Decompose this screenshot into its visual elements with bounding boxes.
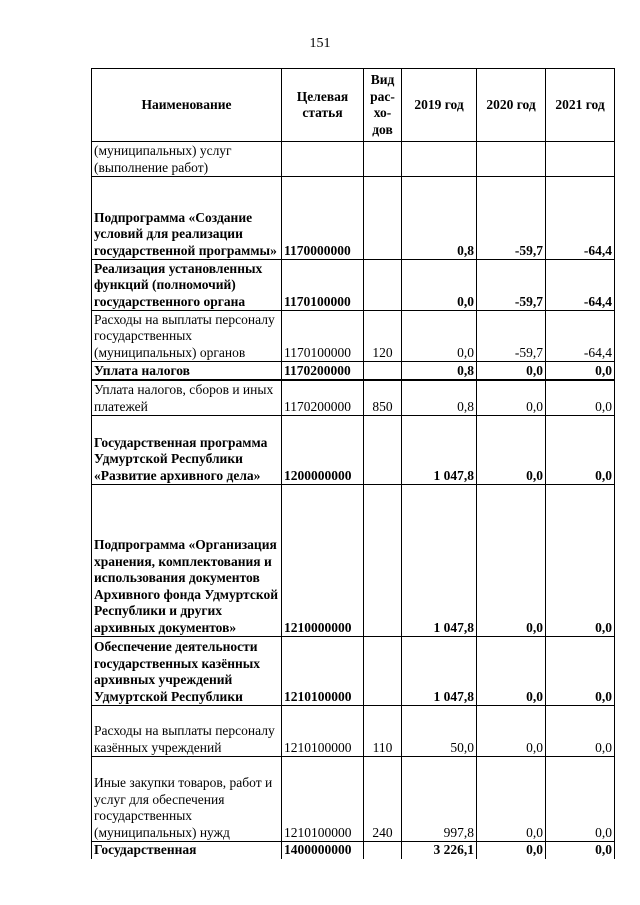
- cell-vr: [364, 416, 402, 485]
- cell-y2020: [477, 142, 546, 177]
- cell-vr: [364, 142, 402, 177]
- cell-vr: [364, 260, 402, 311]
- cell-y2020: 0,0: [477, 637, 546, 706]
- cell-y2019: 1 047,8: [402, 485, 477, 637]
- table-row: [92, 842, 615, 859]
- cell-code: 1210100000: [282, 706, 364, 757]
- cell-y2021: 0,0: [546, 485, 615, 637]
- cell-y2019: [402, 142, 477, 177]
- cell-y2019: 1 047,8: [402, 416, 477, 485]
- table-row: [92, 142, 615, 177]
- cell-y2020: 0,0: [477, 416, 546, 485]
- cell-code: 1170200000: [282, 380, 364, 416]
- header-target: Целевая статья: [282, 69, 364, 142]
- cell-code: 1210100000: [282, 757, 364, 842]
- cell-vr: [364, 177, 402, 260]
- header-2021: 2021 год: [546, 69, 615, 142]
- cell-y2020: -59,7: [477, 311, 546, 362]
- table-body: [92, 142, 615, 859]
- cell-y2019: 0,8: [402, 177, 477, 260]
- cell-y2021: -64,4: [546, 177, 615, 260]
- cell-y2019: 1 047,8: [402, 637, 477, 706]
- table-row: [92, 362, 615, 381]
- cell-vr: 240: [364, 757, 402, 842]
- cell-code: 1200000000: [282, 416, 364, 485]
- cell-name: Уплата налогов: [92, 362, 282, 381]
- cell-name: Государственная программа Удмуртской Республики «Развитие архивного дела»: [92, 416, 282, 485]
- cell-y2019: 0,0: [402, 311, 477, 362]
- page-number: 151: [309, 36, 331, 51]
- table-row: [92, 380, 615, 416]
- cell-vr: 110: [364, 706, 402, 757]
- cell-y2021: 0,0: [546, 842, 615, 859]
- table-header-row: [92, 69, 615, 142]
- cell-name: Иные закупки товаров, работ и услуг для обеспечения государственных (муниципальных) нужд: [92, 757, 282, 842]
- cell-y2020: 0,0: [477, 706, 546, 757]
- cell-code: 1170100000: [282, 311, 364, 362]
- cell-code: 1170200000: [282, 362, 364, 381]
- header-2020: 2020 год: [477, 69, 546, 142]
- cell-vr: 120: [364, 311, 402, 362]
- cell-y2020: -59,7: [477, 260, 546, 311]
- cell-code: 1170100000: [282, 260, 364, 311]
- cell-y2019: 3 226,1: [402, 842, 477, 859]
- cell-code: 1210000000: [282, 485, 364, 637]
- cell-name: (муниципальных) услуг (выполнение работ): [92, 142, 282, 177]
- table-row: [92, 706, 615, 757]
- cell-y2021: [546, 142, 615, 177]
- cell-y2021: 0,0: [546, 706, 615, 757]
- cell-y2020: 0,0: [477, 842, 546, 859]
- cell-code: [282, 142, 364, 177]
- header-2019: 2019 год: [402, 69, 477, 142]
- cell-vr: [364, 362, 402, 381]
- table-row: [92, 177, 615, 260]
- cell-y2021: 0,0: [546, 380, 615, 416]
- cell-vr: 850: [364, 380, 402, 416]
- cell-vr: [364, 842, 402, 859]
- cell-y2020: -59,7: [477, 177, 546, 260]
- cell-name: Подпрограмма «Организация хранения, комплектования и использования документов Архивного фонда Удмуртской Республики и других архивных документов»: [92, 485, 282, 637]
- cell-y2020: 0,0: [477, 757, 546, 842]
- table-row: [92, 311, 615, 362]
- cell-y2021: -64,4: [546, 311, 615, 362]
- cell-y2019: 997,8: [402, 757, 477, 842]
- cell-name: Государственная: [92, 842, 282, 859]
- cell-name: Реализация установленных функций (полномочий) государственного органа: [92, 260, 282, 311]
- cell-name: Обеспечение деятельности государственных казённых архивных учреждений Удмуртской Республики: [92, 637, 282, 706]
- cell-y2021: 0,0: [546, 757, 615, 842]
- header-name: Наименование: [92, 69, 282, 142]
- cell-y2019: 50,0: [402, 706, 477, 757]
- table-row: [92, 416, 615, 485]
- cell-y2021: 0,0: [546, 362, 615, 381]
- cell-y2021: -64,4: [546, 260, 615, 311]
- cell-code: 1170000000: [282, 177, 364, 260]
- cell-code: 1400000000: [282, 842, 364, 859]
- cell-y2019: 0,0: [402, 260, 477, 311]
- cell-y2019: 0,8: [402, 380, 477, 416]
- cell-y2021: 0,0: [546, 637, 615, 706]
- cell-name: Уплата налогов, сборов и иных платежей: [92, 380, 282, 416]
- table-row: [92, 757, 615, 842]
- cell-y2020: 0,0: [477, 380, 546, 416]
- cell-code: 1210100000: [282, 637, 364, 706]
- table-row: [92, 260, 615, 311]
- budget-table: [91, 68, 615, 859]
- cell-y2020: 0,0: [477, 485, 546, 637]
- table-row: [92, 485, 615, 637]
- cell-name: Расходы на выплаты персоналу государственных (муниципальных) органов: [92, 311, 282, 362]
- cell-name: Подпрограмма «Создание условий для реализации государственной программы»: [92, 177, 282, 260]
- cell-vr: [364, 485, 402, 637]
- cell-name: Расходы на выплаты персоналу казённых учреждений: [92, 706, 282, 757]
- table-row: [92, 637, 615, 706]
- cell-y2020: 0,0: [477, 362, 546, 381]
- header-vid: Вид рас- хо- дов: [364, 69, 402, 142]
- cell-y2021: 0,0: [546, 416, 615, 485]
- cell-y2019: 0,8: [402, 362, 477, 381]
- cell-vr: [364, 637, 402, 706]
